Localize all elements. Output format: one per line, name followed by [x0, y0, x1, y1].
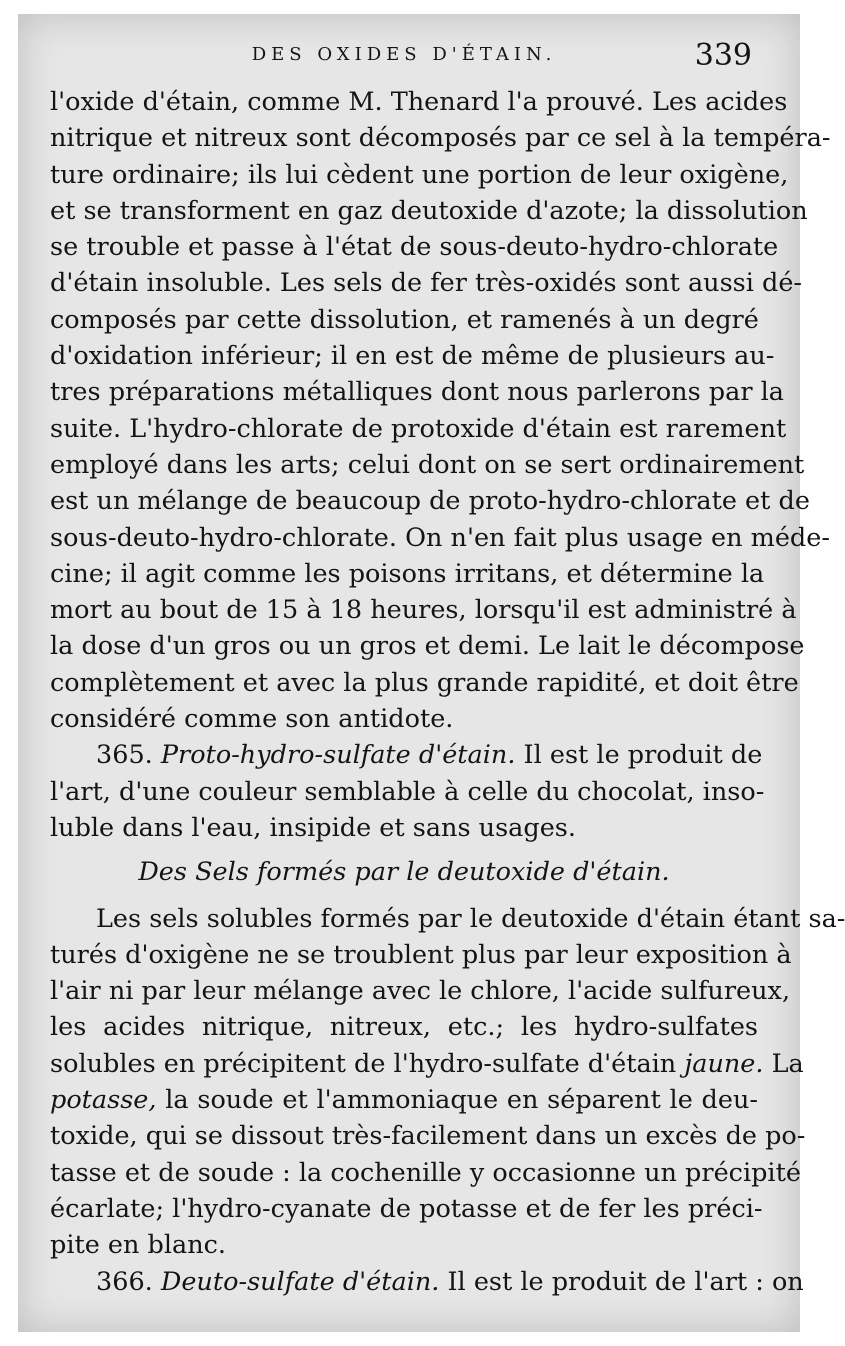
text-line: se trouble et passe à l'état de sous-deuto-hydro-chlorate	[50, 232, 779, 263]
paragraph-365-first-line	[50, 737, 763, 773]
text-line: luble dans l'eau, insipide et sans usages.	[50, 812, 576, 843]
paragraph-365	[50, 737, 765, 846]
paragraph-366	[50, 1264, 804, 1300]
paragraph-366-first-line	[50, 1264, 804, 1300]
text-line: pite en blanc.	[50, 1230, 227, 1261]
text-line: nitrique et nitreux sont décomposés par ce sel à la tempéra-	[50, 123, 831, 154]
text-line: tres préparations métalliques dont nous parlerons par la	[50, 377, 784, 408]
italic-term-potasse: potasse,	[50, 1085, 157, 1116]
text-line: la dose d'un gros ou un gros et demi. Le lait le décompose	[50, 631, 805, 662]
text-line: l'oxide d'étain, comme M. Thenard l'a prouvé. Les acides	[50, 87, 788, 117]
page-header	[50, 40, 758, 84]
text-line: toxide, qui se dissout très-facilement dans un excès de po-	[50, 1121, 806, 1152]
text-line: composés par cette dissolution, et ramenés à un degré	[50, 304, 759, 335]
text-line: suite. L'hydro-chlorate de protoxide d'étain est rarement	[50, 413, 787, 444]
text-fragment: solubles en précipitent de l'hydro-sulfate d'étain	[50, 1048, 677, 1079]
paragraph-number-366: 366.	[96, 1266, 153, 1297]
paragraph-365-title: Proto-hydro-sulfate d'étain.	[160, 740, 516, 771]
text-line: complètement et avec la plus grande rapidité, et doit être	[50, 667, 799, 698]
text-line-mixed	[50, 1082, 758, 1118]
text-fragment: Il est le produit de	[523, 740, 763, 771]
section-heading: Des Sels formés par le deutoxide d'étain.	[138, 857, 670, 888]
text-line: l'air ni par leur mélange avec le chlore, l'acide sulfureux,	[50, 976, 791, 1007]
text-line: tasse et de soude : la cochenille y occasionne un précipité	[50, 1157, 801, 1188]
paragraph-366-title: Deuto-sulfate d'étain.	[160, 1266, 440, 1297]
text-line: turés d'oxigène ne se troublent plus par leur exposition à	[50, 939, 792, 970]
book-page	[50, 38, 845, 1300]
paragraph-deutoxide-salts	[50, 901, 845, 1264]
paragraph-oxide-continuation	[50, 84, 831, 737]
paragraph-number-365: 365.	[96, 740, 153, 771]
italic-term-jaune: jaune.	[684, 1048, 764, 1079]
body-text	[50, 84, 845, 1300]
text-line: cine; il agit comme les poisons irritans, et détermine la	[50, 558, 765, 589]
text-fragment: la soude et l'ammoniaque en séparent le deu-	[165, 1085, 759, 1116]
text-line: considéré comme son antidote.	[50, 704, 454, 735]
text-fragment: La	[771, 1048, 804, 1079]
text-line: d'oxidation inférieur; il en est de même de plusieurs au-	[50, 341, 775, 372]
text-line: et se transforment en gaz deutoxide d'azote; la dissolution	[50, 195, 808, 226]
text-line: ture ordinaire; ils lui cèdent une portion de leur oxigène,	[50, 159, 789, 190]
text-line: d'étain insoluble. Les sels de fer très-oxidés sont aussi dé-	[50, 268, 803, 299]
text-line: l'art, d'une couleur semblable à celle du chocolat, inso-	[50, 776, 765, 807]
text-line-mixed	[50, 1046, 804, 1082]
text-line: est un mélange de beaucoup de proto-hydro-chlorate et de	[50, 486, 810, 517]
text-line: employé dans les arts; celui dont on se sert ordinairement	[50, 449, 805, 480]
page-number: 339	[694, 38, 752, 73]
text-fragment: Il est le produit de l'art : on	[447, 1266, 804, 1297]
text-line: Les sels solubles formés par le deutoxide d'étain étant sa-	[96, 903, 845, 934]
page-margin-left	[0, 0, 18, 1346]
text-line: les acides nitrique, nitreux, etc.; les hydro-sulfates	[50, 1012, 758, 1043]
running-title: DES OXIDES D'ÉTAIN.	[251, 44, 557, 65]
text-line: mort au bout de 15 à 18 heures, lorsqu'il est administré à	[50, 595, 797, 626]
text-line: sous-deuto-hydro-chlorate. On n'en fait plus usage en méde-	[50, 522, 830, 553]
text-line: écarlate; l'hydro-cyanate de potasse et de fer les préci-	[50, 1193, 763, 1224]
